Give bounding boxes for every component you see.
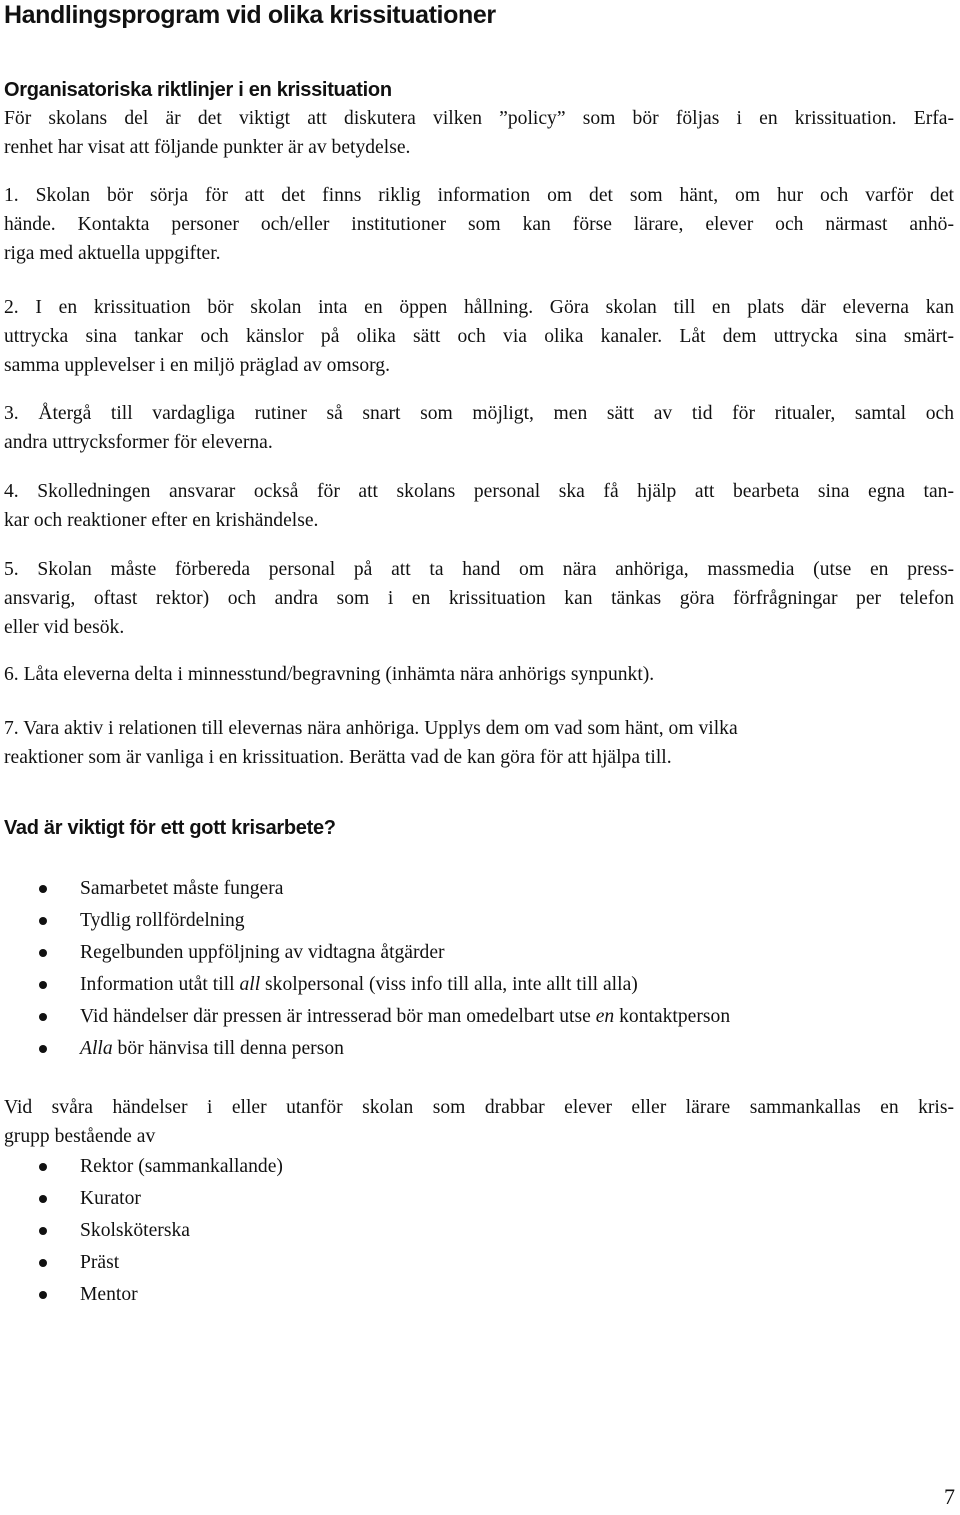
intro-paragraph — [4, 104, 954, 162]
numbered-point-1 — [4, 181, 954, 268]
bullet-icon — [39, 917, 47, 925]
bullet-icon — [39, 1045, 47, 1053]
text-line: 1. Skolan bör sörja för att det finns riklig information om det som hänt, om hur och varför det — [4, 185, 954, 206]
list-item: Kurator — [0, 1183, 950, 1215]
text-line: Vid svåra händelser i eller utanför skolan som drabbar elever eller lärare sammankallas en kris- — [4, 1097, 954, 1118]
list-item: Tydlig rollfördelning — [0, 905, 950, 937]
text-line: För skolans del är det viktigt att diskutera vilken ”policy” som bör följas i en krissituation. Erfa- — [4, 108, 954, 129]
bullet-icon — [39, 981, 47, 989]
text-line: kar och reaktioner efter en krishändelse. — [4, 510, 319, 531]
list-item: Mentor — [0, 1279, 950, 1311]
text-line: uttrycka sina tankar och känslor på olika sätt och via olika kanaler. Låt dem uttrycka sina smärt- — [4, 326, 954, 347]
numbered-point-2 — [4, 293, 954, 380]
crisis-work-bullet-list — [0, 873, 950, 1065]
text-line: hände. Kontakta personer och/eller institutioner som kan förse lärare, elever och närmast anhö- — [4, 214, 954, 235]
crisis-group-list — [0, 1151, 950, 1311]
numbered-point-5 — [4, 555, 954, 642]
text-line: andra uttrycksformer för eleverna. — [4, 432, 273, 453]
numbered-point-6 — [4, 660, 954, 689]
text-line: riga med aktuella uppgifter. — [4, 243, 221, 264]
page-number: 7 — [944, 1484, 955, 1509]
text-line: renhet har visat att följande punkter är av betydelse. — [4, 137, 411, 158]
bullet-icon — [39, 885, 47, 893]
bullet-icon — [39, 1163, 47, 1171]
list-item: Präst — [0, 1247, 950, 1279]
page-title: Handlingsprogram vid olika krissituationer — [4, 1, 496, 29]
section-heading-organisational: Organisatoriska riktlinjer i en krissituation — [4, 79, 392, 101]
list-item: Information utåt till all skolpersonal (viss info till alla, inte allt till alla) — [0, 969, 950, 1001]
bullet-icon — [39, 1227, 47, 1235]
numbered-point-7 — [4, 714, 954, 772]
text-line: grupp bestående av — [4, 1126, 156, 1147]
text-line: 6. Låta eleverna delta i minnesstund/begravning (inhämta nära anhörigs synpunkt). — [4, 664, 655, 685]
section-heading-crisis-work: Vad är viktigt för ett gott krisarbete? — [4, 817, 336, 839]
list-item: Regelbunden uppföljning av vidtagna åtgärder — [0, 937, 950, 969]
text-line: ansvarig, oftast rektor) och andra som i en krissituation kan tänkas göra förfrågningar per telefon — [4, 588, 954, 609]
list-item: Skolsköterska — [0, 1215, 950, 1247]
text-line: 5. Skolan måste förbereda personal på att ta hand om nära anhöriga, massmedia (utse en press- — [4, 559, 954, 580]
bullet-icon — [39, 1013, 47, 1021]
text-line: reaktioner som är vanliga i en krissituation. Berätta vad de kan göra för att hjälpa till. — [4, 747, 672, 768]
text-line: 7. Vara aktiv i relationen till elevernas nära anhöriga. Upplys dem om vad som hänt, om vilka — [4, 718, 738, 739]
bullet-icon — [39, 1259, 47, 1267]
list-item: Samarbetet måste fungera — [0, 873, 950, 905]
text-line: 2. I en krissituation bör skolan inta en öppen hållning. Göra skolan till en plats där eleverna kan — [4, 297, 954, 318]
text-line: 3. Återgå till vardagliga rutiner så snart som möjligt, men sätt av tid för ritualer, samtal och — [4, 403, 954, 424]
list-item: Rektor (sammankallande) — [0, 1151, 950, 1183]
list-item: Alla bör hänvisa till denna person — [0, 1033, 950, 1065]
text-line: eller vid besök. — [4, 617, 125, 638]
bullet-icon — [39, 949, 47, 957]
text-line: samma upplevelser i en miljö präglad av omsorg. — [4, 355, 390, 376]
list-item: Vid händelser där pressen är intresserad bör man omedelbart utse en kontaktperson — [0, 1001, 950, 1033]
crisis-group-intro — [4, 1093, 954, 1151]
text-line: 4. Skolledningen ansvarar också för att skolans personal ska få hjälp att bearbeta sina egna tan- — [4, 481, 954, 502]
numbered-point-3 — [4, 399, 954, 457]
bullet-icon — [39, 1291, 47, 1299]
numbered-point-4 — [4, 477, 954, 535]
bullet-icon — [39, 1195, 47, 1203]
